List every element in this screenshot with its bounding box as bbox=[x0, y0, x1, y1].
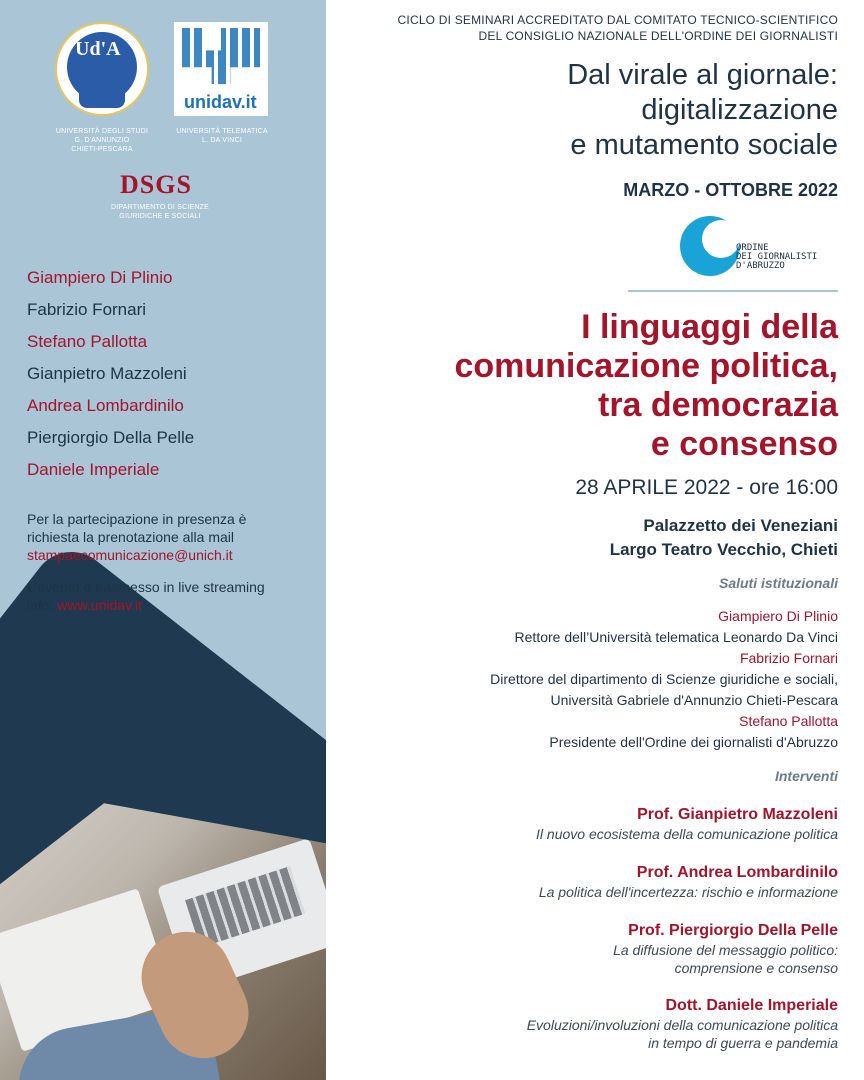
series-period: MARZO - OTTOBRE 2022 bbox=[623, 180, 838, 200]
speaker-name: Stefano Pallotta bbox=[27, 332, 148, 351]
unidav-caption bbox=[160, 127, 284, 145]
speaker-name: Andrea Lombardinilo bbox=[27, 396, 184, 415]
uda-logo-mark: Ud'A bbox=[75, 38, 121, 60]
event-title-line: tra democrazia bbox=[598, 386, 838, 424]
talk-title: in tempo di guerra e pandemia bbox=[648, 1035, 838, 1051]
event-title-line: e consenso bbox=[650, 425, 838, 463]
speaker-list bbox=[27, 262, 194, 486]
talks-heading: Interventi bbox=[774, 768, 838, 784]
odg-logo-line: DEI GIORNALISTI bbox=[736, 252, 818, 262]
unidav-logo-text: unidav.it bbox=[184, 92, 257, 112]
streaming-line: L'evento è trasmesso in live streaming bbox=[27, 579, 265, 595]
dsgs-caption-line: GIURIDICHE E SOCIALI bbox=[119, 213, 201, 220]
talk-speaker: Prof. Gianpietro Mazzoleni bbox=[637, 806, 838, 823]
unidav-logo-glyph bbox=[182, 28, 260, 84]
talk-speaker: Prof. Piergiorgio Della Pelle bbox=[628, 922, 838, 939]
talk-item bbox=[338, 921, 838, 977]
streaming-info bbox=[27, 596, 317, 614]
talk-item bbox=[338, 996, 838, 1052]
odg-logo-line: ORDINE bbox=[736, 243, 769, 253]
series-title-line: e mutamento sociale bbox=[570, 129, 838, 161]
odg-abruzzo-logo bbox=[680, 216, 818, 276]
right-panel bbox=[326, 0, 864, 1080]
greeting-role: Università Gabriele d'Annunzio Chieti-Pescara bbox=[550, 692, 838, 708]
event-title-line: I linguaggi della bbox=[581, 308, 838, 346]
unidav-caption-line: L. DA VINCI bbox=[202, 137, 242, 144]
uda-caption bbox=[40, 127, 164, 154]
talk-title: La politica dell'incertezza: rischio e informazione bbox=[538, 884, 838, 900]
streaming-info-prefix: info: bbox=[27, 597, 58, 613]
registration-note bbox=[27, 510, 317, 564]
talk-item bbox=[338, 863, 838, 901]
series-title-line: Dal virale al giornale: bbox=[567, 59, 838, 91]
speaker-name: Fabrizio Fornari bbox=[27, 300, 147, 319]
speaker-name: Daniele Imperiale bbox=[27, 460, 160, 479]
unidav-caption-line: UNIVERSITÀ TELEMATICA bbox=[176, 128, 268, 135]
event-venue bbox=[610, 514, 838, 562]
registration-line: richiesta la prenotazione alla mail bbox=[27, 529, 234, 545]
event-title-line: comunicazione politica, bbox=[454, 347, 838, 385]
talk-speaker: Prof. Andrea Lombardinilo bbox=[636, 864, 838, 881]
event-title bbox=[318, 308, 838, 464]
greetings-heading: Saluti istituzionali bbox=[718, 575, 838, 591]
speaker-name: Piergiorgio Della Pelle bbox=[27, 428, 195, 447]
uda-caption-line: G. D'ANNUNZIO bbox=[74, 137, 130, 144]
greeting-role: Presidente dell'Ordine dei giornalisti d'Abruzzo bbox=[549, 734, 838, 750]
uda-logo-base bbox=[79, 82, 125, 108]
dsgs-caption bbox=[98, 203, 222, 221]
seminar-cycle-header bbox=[338, 12, 838, 44]
unidav-logo bbox=[174, 22, 268, 116]
odg-logo-cutout bbox=[702, 220, 740, 258]
talk-speaker: Dott. Daniele Imperiale bbox=[665, 997, 838, 1014]
streaming-note bbox=[27, 578, 317, 614]
talk-title: Il nuovo ecosistema della comunicazione politica bbox=[536, 826, 838, 842]
talk-title: La diffusione del messaggio politico: bbox=[613, 942, 838, 958]
dsgs-caption-line: DIPARTIMENTO DI SCIENZE bbox=[111, 204, 209, 211]
greeting-name: Giampiero Di Plinio bbox=[718, 608, 838, 624]
series-title-line: digitalizzazione bbox=[641, 94, 838, 126]
event-date: 28 APRILE 2022 - ore 16:00 bbox=[575, 476, 838, 499]
speaker-name: Gianpietro Mazzoleni bbox=[27, 364, 187, 383]
uda-logo bbox=[55, 22, 149, 116]
greeting-role: Direttore del dipartimento di Scienze giuridiche e sociali, bbox=[490, 671, 838, 687]
registration-line: Per la partecipazione in presenza è bbox=[27, 511, 247, 527]
greetings-list bbox=[338, 606, 838, 753]
uda-caption-line: UNIVERSITÀ DEGLI STUDI bbox=[55, 128, 149, 135]
venue-line: Palazzetto dei Veneziani bbox=[643, 516, 838, 535]
speaker-name: Giampiero Di Plinio bbox=[27, 268, 173, 287]
venue-line: Largo Teatro Vecchio, Chieti bbox=[609, 540, 838, 559]
odg-logo-text bbox=[736, 244, 856, 271]
left-panel bbox=[0, 0, 326, 1080]
divider bbox=[628, 290, 838, 292]
streaming-url-link[interactable]: www.unidav.it bbox=[57, 597, 142, 613]
talk-item bbox=[338, 805, 838, 843]
talk-title: comprensione e consenso bbox=[674, 960, 838, 976]
greeting-role: Rettore dell’Università telematica Leonardo Da Vinci bbox=[514, 629, 838, 645]
greeting-name: Stefano Pallotta bbox=[739, 713, 838, 729]
greeting-name: Fabrizio Fornari bbox=[739, 650, 838, 666]
talk-title: Evoluzioni/involuzioni della comunicazione politica bbox=[526, 1017, 838, 1033]
registration-email-link[interactable]: stampaecomunicazione@unich.it bbox=[27, 547, 233, 563]
dsgs-logo: DSGS bbox=[120, 170, 192, 199]
cycle-line: DEL CONSIGLIO NAZIONALE DELL'ORDINE DEI GIORNALISTI bbox=[478, 29, 838, 43]
series-title bbox=[318, 58, 838, 163]
cycle-line: CICLO DI SEMINARI ACCREDITATO DAL COMITATO TECNICO-SCIENTIFICO bbox=[397, 13, 838, 27]
odg-logo-line: D'ABRUZZO bbox=[736, 261, 785, 271]
uda-caption-line: CHIETI-PESCARA bbox=[71, 146, 133, 153]
